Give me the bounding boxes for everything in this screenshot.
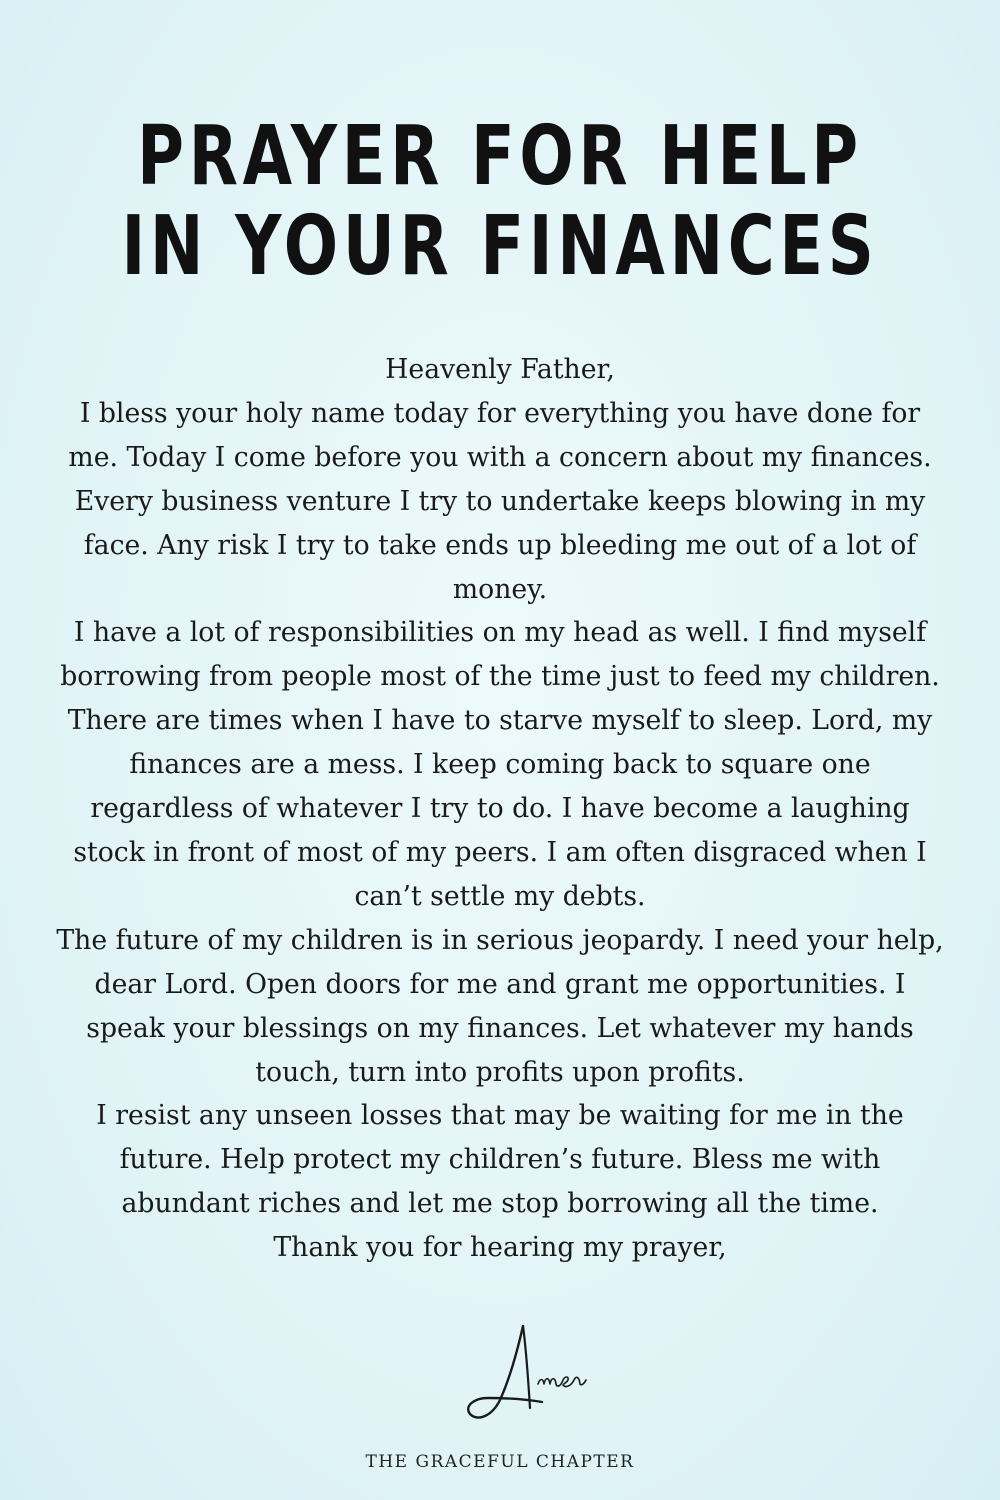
prayer-paragraph: I have a lot of responsibilities on my head as well. I find myself borrowing from people most of the time just to feed my children. There are times when I have to starve myself to sleep. Lord, my finances are a mess. I keep coming back to square one regardless of whatever I try to do. I have become a laughing stock in front of most of my peers. I am often disgraced when I can’t settle my debts. bbox=[60, 616, 940, 912]
prayer-paragraph: I bless your holy name today for everything you have done for me. Today I come before you with a concern about my finances. bbox=[68, 396, 932, 473]
prayer-paragraph: Every business venture I try to undertake keeps blowing in my face. Any risk I try to take ends up bleeding me out of a lot of money. bbox=[74, 484, 926, 605]
title-line-2: IN YOUR FINANCES bbox=[121, 199, 879, 294]
title-line-1: PRAYER FOR HELP bbox=[137, 109, 863, 204]
prayer-greeting: Heavenly Father, bbox=[385, 353, 615, 385]
amen-script-icon bbox=[430, 1318, 630, 1428]
amen-signature bbox=[430, 1318, 630, 1428]
prayer-body bbox=[54, 348, 946, 1270]
brand-footer: THE GRACEFUL CHAPTER bbox=[365, 1452, 635, 1472]
prayer-paragraph: The future of my children is in serious jeopardy. I need your help, dear Lord. Open doors for me and grant me opportunities. I speak your blessings on my finances. Let whatever my hands touch, turn into profits upon profits. bbox=[56, 923, 944, 1088]
prayer-paragraph: I resist any unseen losses that may be waiting for me in the future. Help protect my children’s future. Bless me with abundant riches and let me stop borrowing all the time. bbox=[96, 1099, 904, 1220]
prayer-closing: Thank you for hearing my prayer, bbox=[273, 1231, 727, 1264]
page-title bbox=[110, 109, 890, 294]
